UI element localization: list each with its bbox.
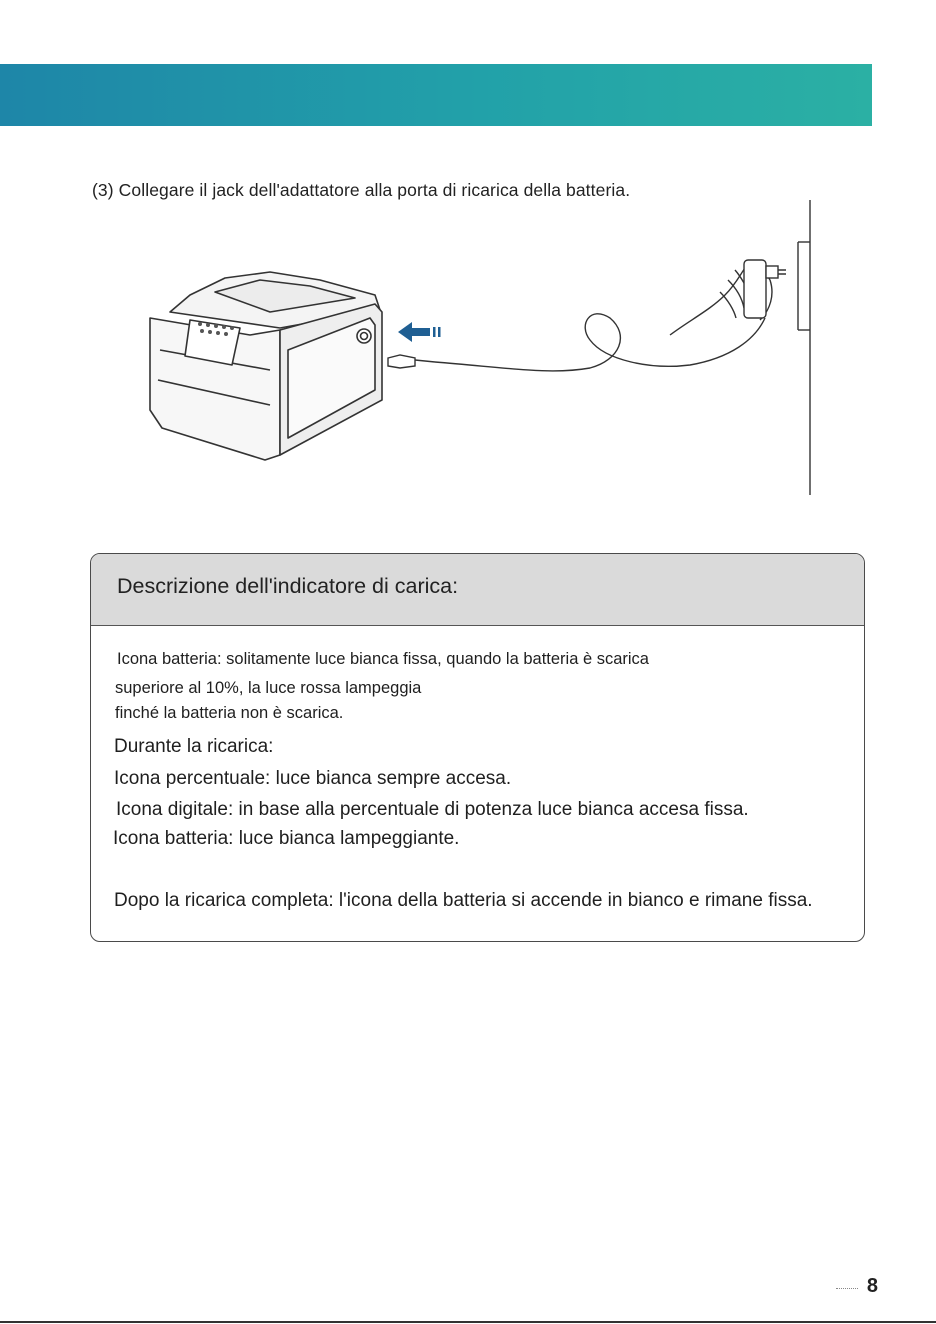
during-charging-heading: Durante la ricarica:: [114, 736, 274, 757]
bottom-rule: [0, 1321, 936, 1323]
battery-description-line-2: superiore al 10%, la luce rossa lampeggia: [115, 679, 422, 697]
step-instruction: (3) Collegare il jack dell'adattatore alla porta di ricarica della batteria.: [92, 180, 631, 200]
battery-icon-description: Icona batteria: luce bianca lampeggiante.: [113, 828, 460, 849]
percent-icon-description: Icona percentuale: luce bianca sempre accesa.: [114, 768, 512, 789]
charging-arrow-icon: [398, 322, 441, 342]
after-full-charge-description: Dopo la ricarica completa: l'icona della batteria si accende in bianco e rimane fissa.: [114, 890, 813, 911]
adapter-cable-illustration: [388, 314, 765, 371]
digital-icon-description: Icona digitale: in base alla percentuale di potenza luce bianca accesa fissa.: [116, 799, 749, 820]
page-number-dots: [836, 1288, 858, 1289]
header-band: [0, 64, 872, 126]
battery-description-line-1: Icona batteria: solitamente luce bianca fissa, quando la batteria è scarica: [117, 650, 649, 668]
charge-indicator-panel: [90, 553, 865, 942]
panel-header: [91, 554, 864, 626]
printer-illustration: [150, 272, 382, 460]
wall-outlet-illustration: [744, 200, 810, 495]
battery-description-line-3: finché la batteria non è scarica.: [115, 704, 344, 722]
charging-illustration: [130, 200, 830, 500]
panel-title: Descrizione dell'indicatore di carica:: [117, 574, 459, 598]
page-number: 8: [866, 1275, 878, 1297]
